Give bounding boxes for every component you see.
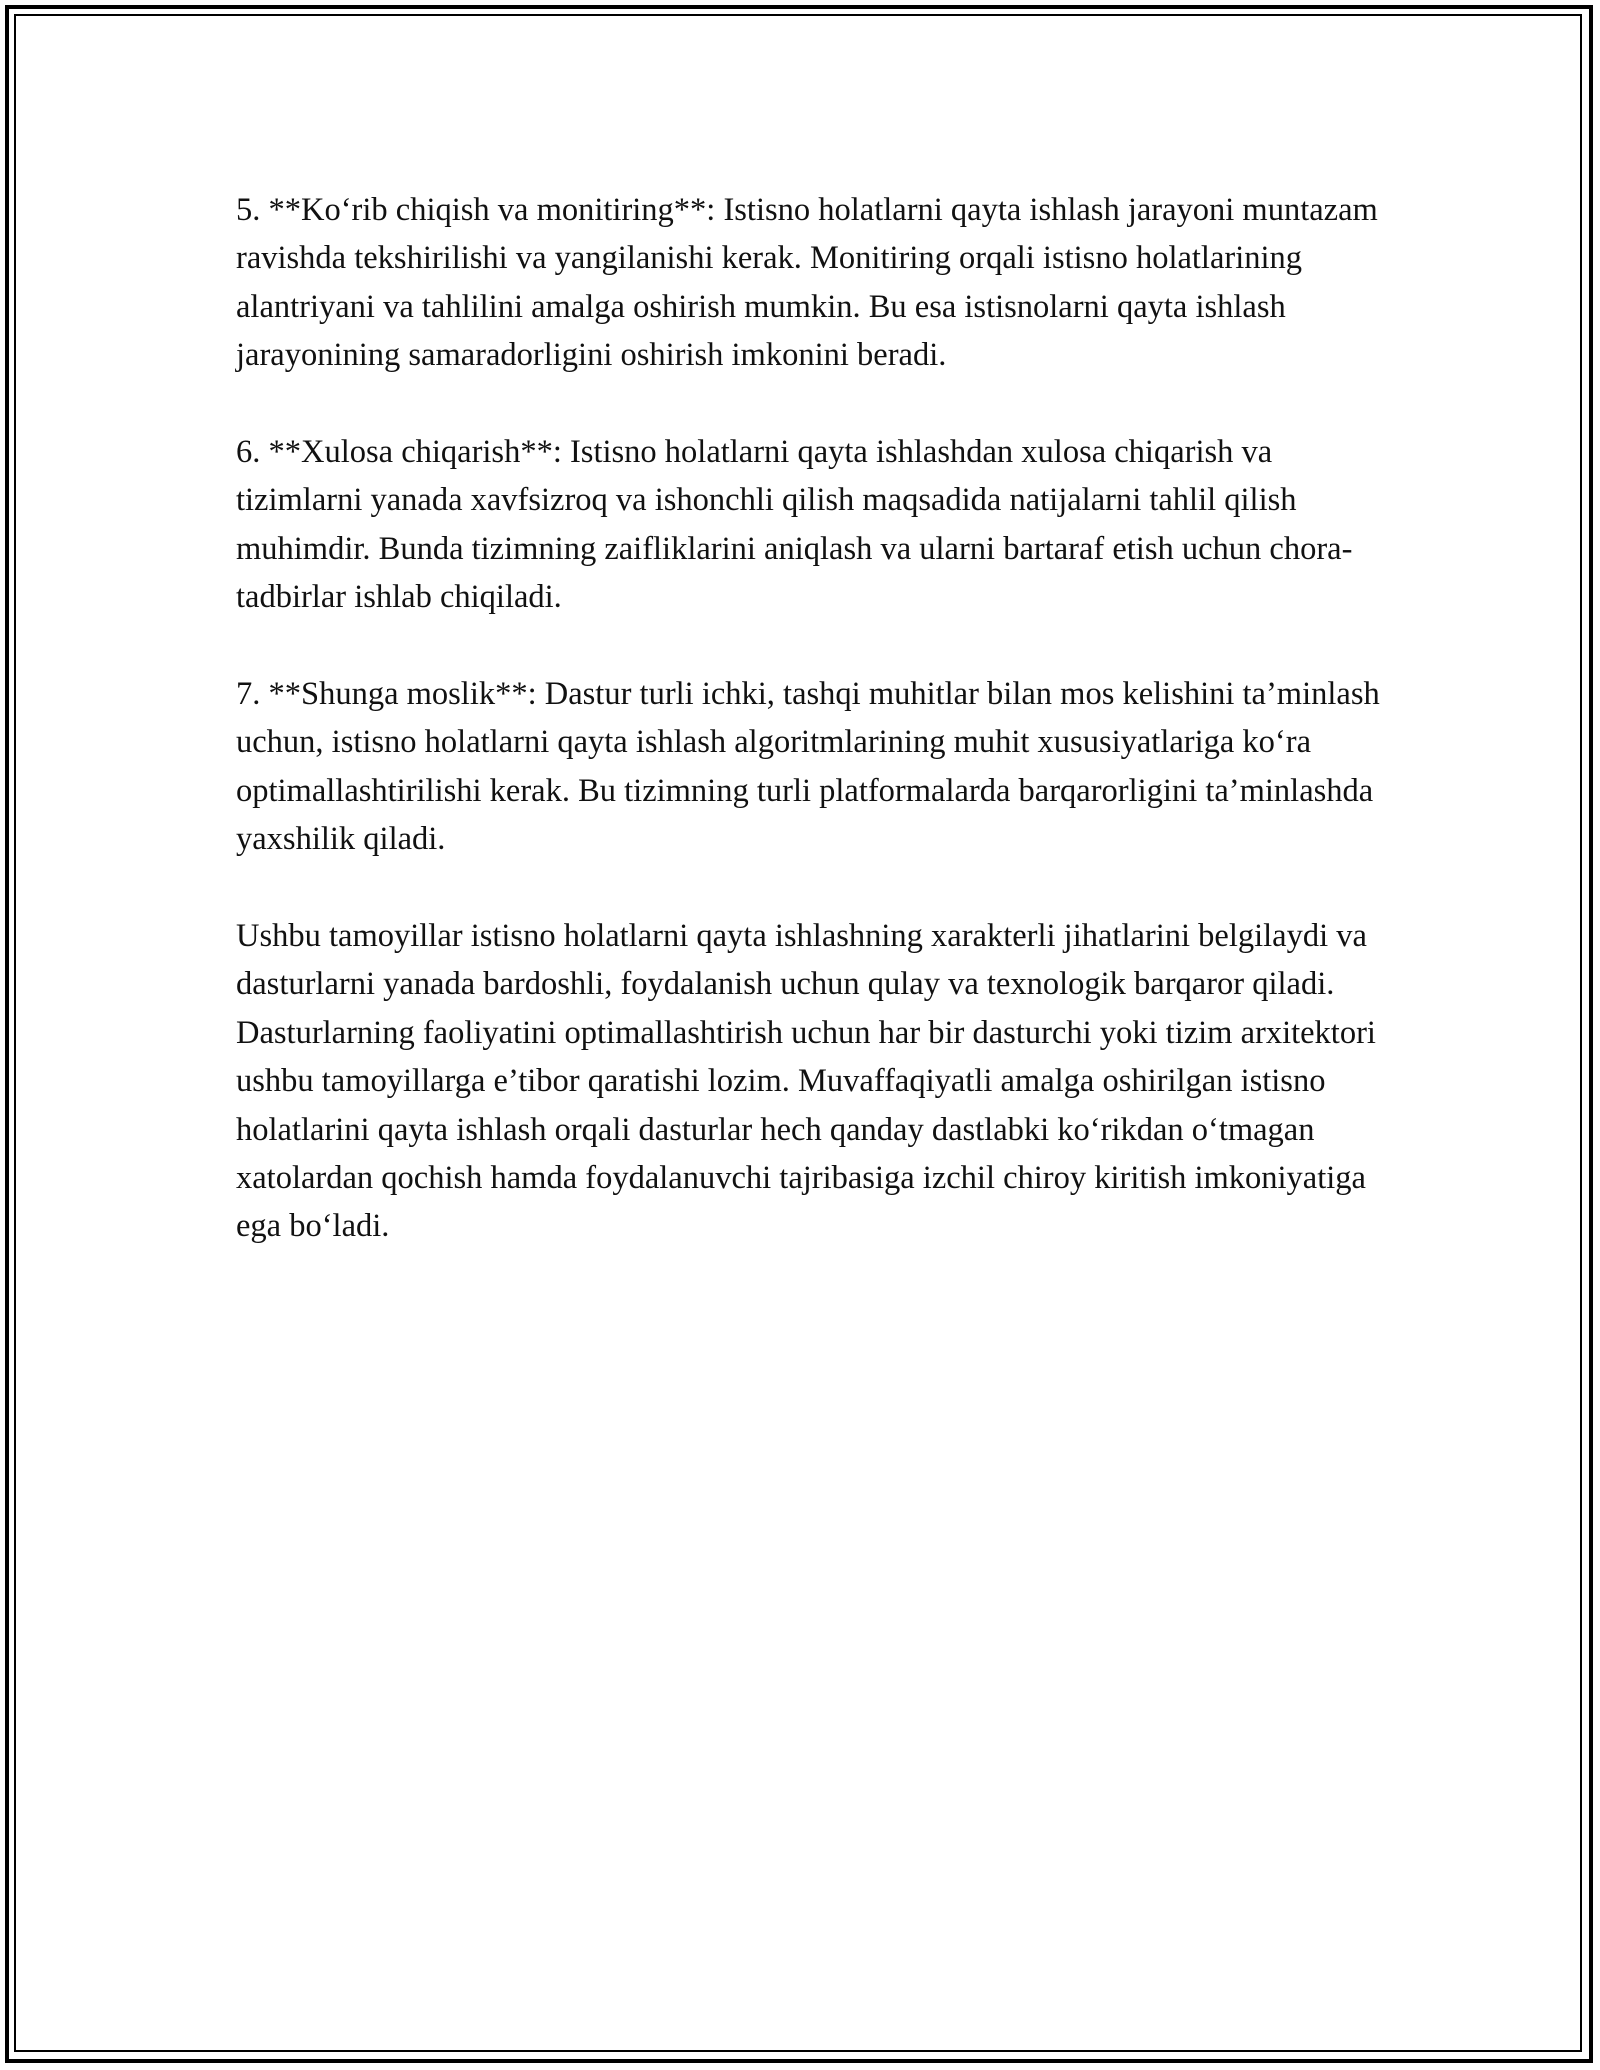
paragraph-item-6: 6. **Xulosa chiqarish**: Istisno holatlarni qayta ishlashdan xulosa chiqarish va tizimlarni yanada xavfsizroq va ishonchli qilish maqsadida natijalarni tahlil qilish muhimdir. Bunda tizimning zaifliklarini aniqlash va ularni bartaraf etish uchun chora-tadbirlar ishlab chiqiladi. [236, 434, 1353, 616]
paragraph-item-7: 7. **Shunga moslik**: Dastur turli ichki, tashqi muhitlar bilan mos kelishini ta’minlash uchun, istisno holatlarni qayta ishlash algoritmlarining muhit xususiyatlariga ko‘ra optimallashtirilishi kerak. Bu tizimning turli platformalarda barqarorligini ta’minlashda yaxshilik qiladi. [236, 676, 1380, 858]
paragraph-conclusion: Ushbu tamoyillar istisno holatlarni qayta ishlashning xarakterli jihatlarini belgilaydi va dasturlarni yanada bardoshli, foydalanish uchun qulay va texnologik barqaror qiladi. Dasturlarning faoliyatini optimallashtirish uchun har bir dasturchi yoki tizim arxitektori ushbu tamoyillarga e’tibor qaratishi lozim. Muvaffaqiyatli amalga oshirilgan istisno holatlarini qayta ishlash orqali dasturlar hech qanday dastlabki ko‘rikdan o‘tmagan xatolardan qochish hamda foydalanuvchi tajribasiga izchil chiroy kiritish imkoniyatiga ega bo‘ladi. [236, 918, 1376, 1245]
paragraph-item-5: 5. **Ko‘rib chiqish va monitiring**: Istisno holatlarni qayta ishlash jarayoni muntazam ravishda tekshirilishi va yangilanishi kerak. Monitiring orqali istisno holatlarining alantriyani va tahlilini amalga oshirish mumkin. Bu esa istisnolarni qayta ishlash jarayonining samaradorligini oshirish imkonini beradi. [236, 192, 1378, 374]
document-body [236, 186, 1386, 1251]
